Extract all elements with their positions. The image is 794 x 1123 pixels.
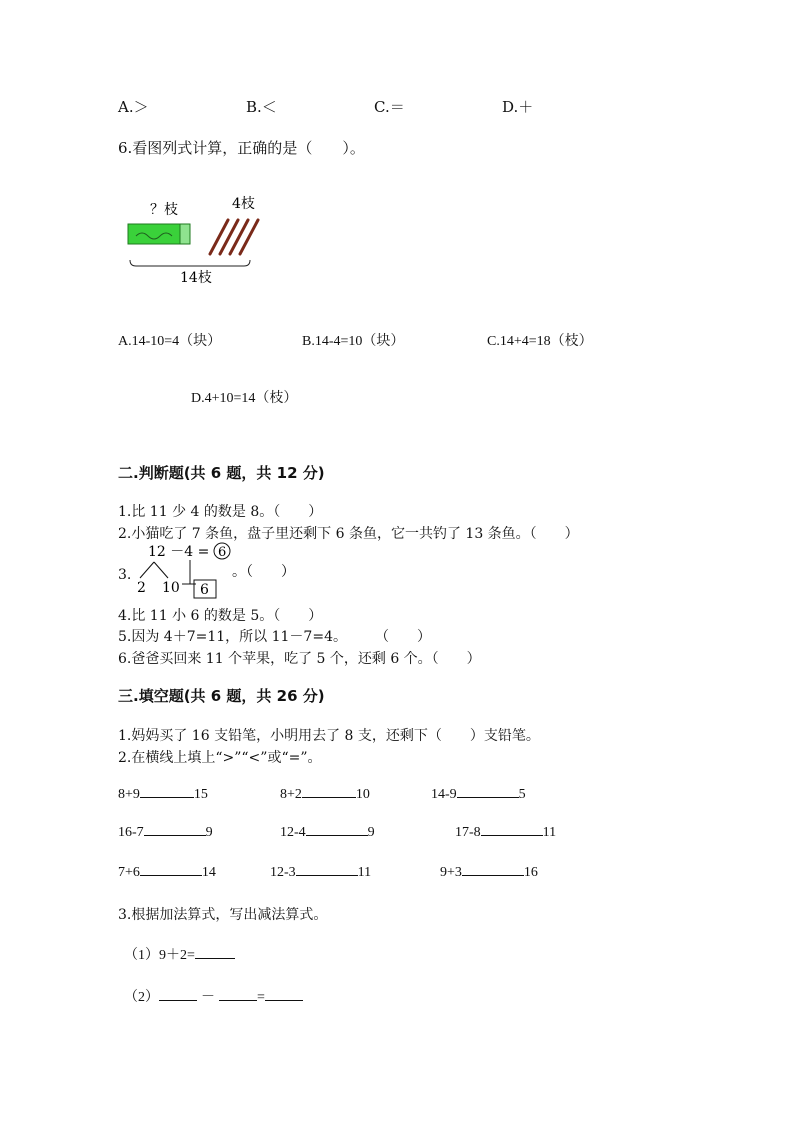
q6-option-c: C.14+4=18（枝） [487,334,593,349]
section3-title: 三.填空题(共 6 题，共 26 分) [118,687,325,705]
s2-item-3: 3. [118,567,132,583]
figure-total-label: 14枝 [180,270,212,286]
compare-cell[interactable]: 12-4 9 [280,825,375,840]
compare-cell[interactable]: 17-8 11 [455,825,557,840]
q5-option-d: D.＋ [502,98,534,116]
s3-q1: 1.妈妈买了 16 支铅笔，小明用去了 8 支，还剩下（ ）支铅笔。 [118,728,540,744]
compare-cell[interactable]: 8+9 15 [118,787,208,802]
q5-option-b: B.＜ [246,98,277,116]
diagram-equation: 12 －4 = [148,544,210,560]
s3-q3: 3.根据加法算式，写出减法算式。 [118,907,328,923]
s3-q2: 2.在横线上填上“>”“<”或“=”。 [118,750,322,766]
s3-q3-line1[interactable]: （1）9＋2= [124,944,235,964]
pencil-figure [118,190,278,290]
pencils-icon [210,220,258,254]
s2-item-5: 5.因为 4＋7=11，所以 11－7=4。 （ ） [118,629,431,645]
s2-item-1: 1.比 11 少 4 的数是 8。（ ） [118,504,323,520]
s3-q3-line2[interactable]: （2） － = [124,986,303,1006]
decomposition-diagram [132,540,342,602]
q5-option-c: C.＝ [374,98,405,116]
q6-option-a: A.14-10=4（块） [118,334,222,349]
diagram-tail: 。（ ） [232,564,295,580]
compare-cell[interactable]: 16-7 9 [118,825,213,840]
brace-icon [130,260,250,266]
s2-item-4: 4.比 11 小 6 的数是 5。（ ） [118,608,323,624]
figure-left-label: ？枝 [150,202,178,218]
diagram-right: 10 [162,580,180,596]
diagram-circled: 6 [218,545,227,560]
q6-option-d: D.4+10=14（枝） [191,391,298,406]
q6-question: 6.看图列式计算，正确的是（ ）。 [118,139,365,157]
compare-cell[interactable]: 14-9 5 [431,787,526,802]
s2-item-2: 2.小猫吃了 7 条鱼，盘子里还剩下 6 条鱼，它一共钓了 13 条鱼。（ ） [118,526,579,542]
diagram-boxed: 6 [200,582,209,598]
q5-option-a: A.＞ [118,98,149,116]
section2-title: 二.判断题(共 6 题，共 12 分) [118,464,325,482]
compare-cell[interactable]: 9+3 16 [440,865,538,880]
compare-cell[interactable]: 8+2 10 [280,787,370,802]
diagram-left: 2 [137,580,146,596]
s2-item-6: 6.爸爸买回来 11 个苹果，吃了 5 个，还剩 6 个。（ ） [118,651,481,667]
figure-right-label: 4枝 [232,196,255,212]
q6-option-b: B.14-4=10（块） [302,334,405,349]
compare-cell[interactable]: 12-3 11 [270,865,372,880]
compare-cell[interactable]: 7+6 14 [118,865,216,880]
